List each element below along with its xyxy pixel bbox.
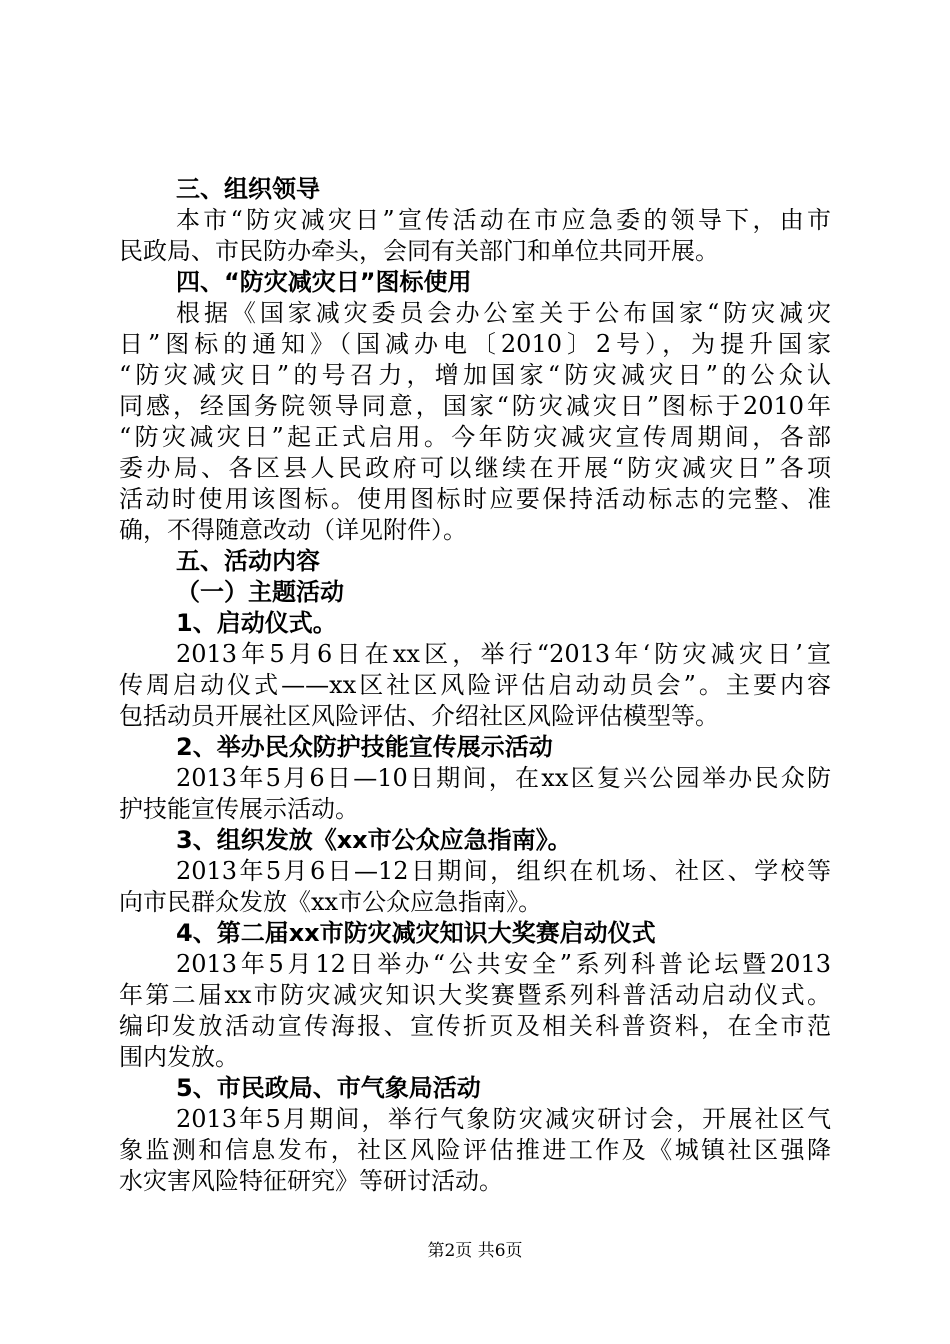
section-heading-activities: 五、活动内容 xyxy=(176,547,320,575)
paragraph-line: 象监测和信息发布，社区风险评估推进工作及《城镇社区强降 xyxy=(119,1136,831,1164)
paragraph-line: 年第二届xx市防灾减灾知识大奖赛暨系列科普活动启动仪式。 xyxy=(119,981,831,1009)
item-title: 3、组织发放《xx市公众应急指南》。 xyxy=(176,826,572,854)
paragraph-line: 围内发放。 xyxy=(119,1043,239,1071)
paragraph-line: 包括动员开展社区风险评估、介绍社区风险评估模型等。 xyxy=(119,702,719,730)
document-body xyxy=(119,174,831,1197)
page-number-footer: 第2页 共6页 xyxy=(427,1241,523,1261)
paragraph-line: 护技能宣传展示活动。 xyxy=(119,795,359,823)
paragraph-line: 委办局、各区县人民政府可以继续在开展“防灾减灾日”各项 xyxy=(119,454,831,482)
item-title: 2、举办民众防护技能宣传展示活动 xyxy=(176,733,553,761)
paragraph-line: 活动时使用该图标。使用图标时应要保持活动标志的完整、准 xyxy=(119,485,831,513)
paragraph-line: 民政局、市民防办牵头，会同有关部门和单位共同开展。 xyxy=(119,237,719,265)
paragraph-line: 水灾害风险特征研究》等研讨活动。 xyxy=(119,1167,503,1195)
item-title: 5、市民政局、市气象局活动 xyxy=(176,1074,481,1102)
paragraph-line: 2013年5月期间，举行气象防灾减灾研讨会，开展社区气 xyxy=(176,1105,831,1133)
paragraph-line: 2013年5月6日—10日期间，在xx区复兴公园举办民众防 xyxy=(176,764,831,792)
paragraph-line: 确，不得随意改动（详见附件）。 xyxy=(119,516,467,544)
paragraph-line: 2013年5月6日—12日期间，组织在机场、社区、学校等 xyxy=(176,857,831,885)
paragraph-line: 同感，经国务院领导同意，国家“防灾减灾日”图标于2010年 xyxy=(119,392,831,420)
paragraph-line: 向市民群众发放《xx市公众应急指南》。 xyxy=(119,888,543,916)
paragraph-line: 2013年5月6日在xx区，举行“2013年‘防灾减灾日’宣 xyxy=(176,640,831,668)
paragraph-line: 2013年5月12日举办“公共安全”系列科普论坛暨2013 xyxy=(176,950,831,978)
paragraph-line: “防灾减灾日”的号召力，增加国家“防灾减灾日”的公众认 xyxy=(119,361,831,389)
section-heading-logo-usage: 四、“防灾减灾日”图标使用 xyxy=(176,268,472,296)
paragraph-line: 编印发放活动宣传海报、宣传折页及相关科普资料，在全市范 xyxy=(119,1012,831,1040)
paragraph-line: “防灾减灾日”起正式启用。今年防灾减灾宣传周期间，各部 xyxy=(119,423,831,451)
paragraph-line: 传周启动仪式——xx区社区风险评估启动动员会”。主要内容 xyxy=(119,671,831,699)
paragraph-line: 根据《国家减灾委员会办公室关于公布国家“防灾减灾 xyxy=(176,299,831,327)
paragraph-line: 日”图标的通知》（国减办电〔2010〕2号），为提升国家 xyxy=(119,330,831,358)
subsection-heading-theme: （一）主题活动 xyxy=(176,578,344,606)
item-title: 4、第二届xx市防灾减灾知识大奖赛启动仪式 xyxy=(176,919,656,947)
paragraph-line: 本市“防灾减灾日”宣传活动在市应急委的领导下，由市 xyxy=(176,206,831,234)
section-heading-organization: 三、组织领导 xyxy=(176,175,320,203)
item-title: 1、启动仪式。 xyxy=(176,609,337,637)
